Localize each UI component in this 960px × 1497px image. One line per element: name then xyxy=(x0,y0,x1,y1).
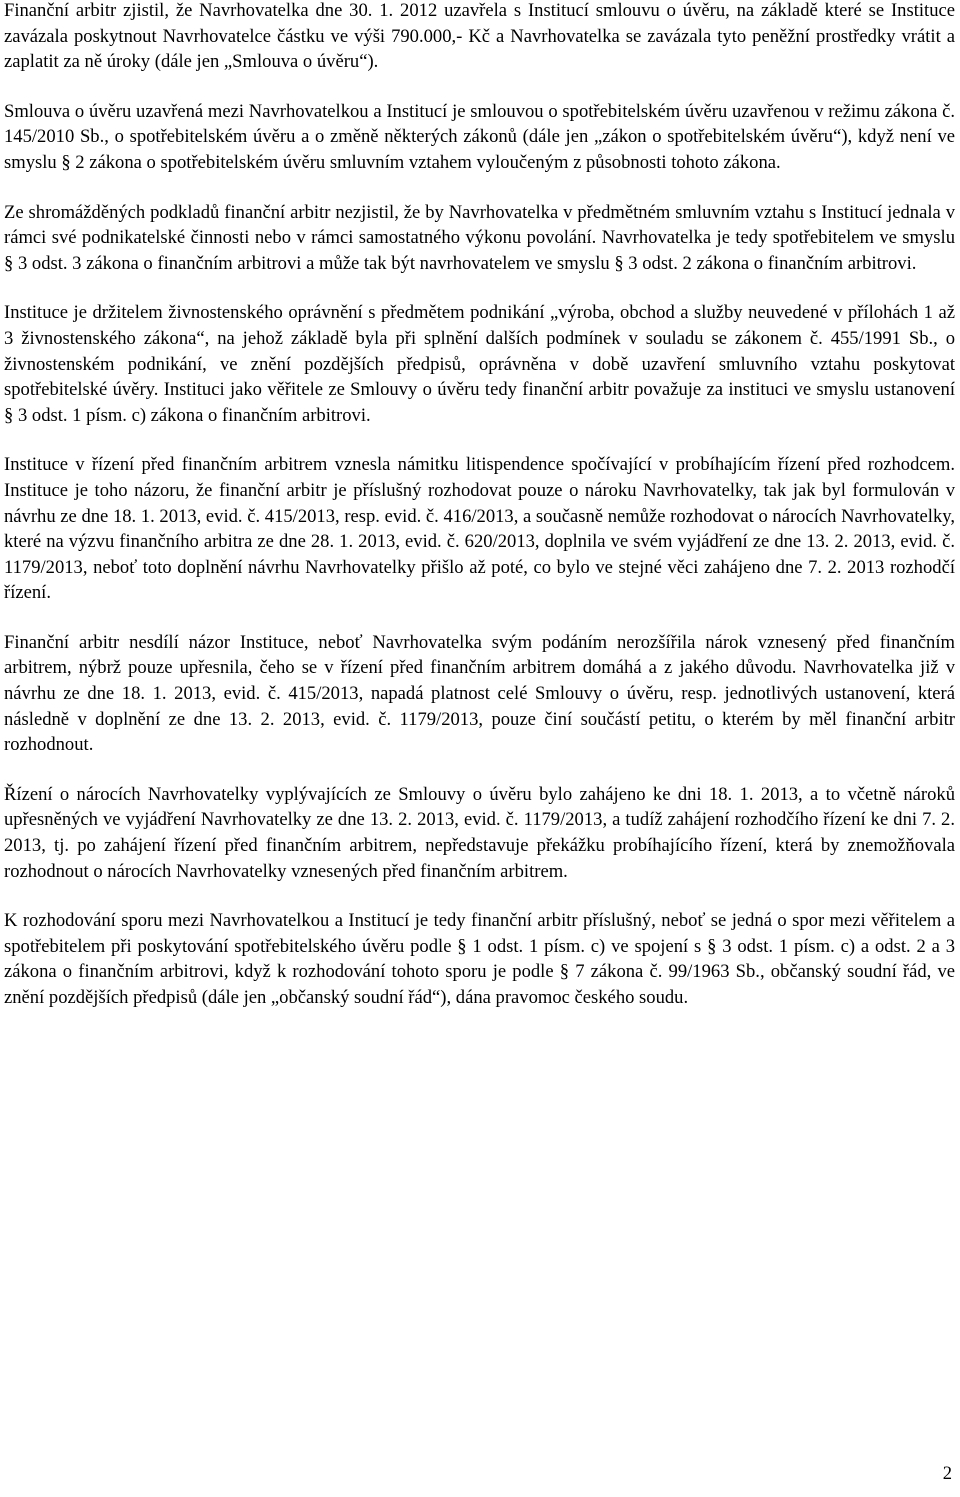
paragraph-consumer: Ze shromážděných podkladů finanční arbitr nezjistil, že by Navrhovatelka v předmětném smluvním vztahu s Institucí jednala v rámci své podnikatelské činnosti nebo v rámci samostatného výkonu povolání. Navrhovatelka je tedy spotřebitelem ve smyslu § 3 odst. 3 zákona o finančním arbitrovi a může tak být navrhovatelem ve smyslu § 3 odst. 2 zákona o finančním arbitrovi. xyxy=(4,201,955,274)
paragraph-litispendence: Instituce v řízení před finančním arbitrem vznesla námitku litispendence spočívající v probíhajícím řízení před rozhodcem. Instituce je toho názoru, že finanční arbitr je příslušný rozhodovat pouze o nároku Navrhovatelky, tak jak byl formulován v návrhu ze dne 18. 1. 2013, evid. č. 415/2013, resp. evid. č. 416/2013, a současně nemůže rozhodovat o nárocích Navrhovatelky, které na výzvu finančního arbitra ze dne 28. 1. 2013, evid. č. 620/2013, doplnila ve svém vyjádření ze dne 13. 2. 2013, evid. č. 1179/2013, neboť toto doplnění návrhu Navrhovatelky přišlo až poté, co bylo ve stejné věci zahájeno dne 7. 2. 2013 rozhodčí řízení. xyxy=(4,454,955,604)
page-number: 2 xyxy=(942,1463,952,1485)
paragraph-consumer-credit: Smlouva o úvěru uzavřená mezi Navrhovatelkou a Institucí je smlouvou o spotřebitelském úvěru uzavřenou v režimu zákona č. 145/2010 Sb., o spotřebitelském úvěru a o změně některých zákonů (dále jen „zákon o spotřebitelském úvěru“), když není ve smyslu § 2 zákona o spotřebitelském úvěru smluvním vztahem vyloučeným z působnosti tohoto zákona. xyxy=(4,100,955,173)
paragraph-jurisdiction: K rozhodování sporu mezi Navrhovatelkou a Institucí je tedy finanční arbitr příslušný, neboť se jedná o spor mezi věřitelem a spotřebitelem při poskytování spotřebitelského úvěru podle § 1 odst. 1 písm. c) ve spojení s § 3 odst. 1 písm. c) a odst. 2 a 3 zákona o finančním arbitrovi, když k rozhodování tohoto sporu je podle § 7 zákona č. 99/1963 Sb., občanský soudní řád, ve znění pozdějších předpisů (dále jen „občanský soudní řád“), dána pravomoc českého soudu. xyxy=(4,910,955,1008)
paragraph-arbiter-opinion: Finanční arbitr nesdílí názor Instituce, neboť Navrhovatelka svým podáním nerozšířila nárok vznesený před finančním arbitrem, nýbrž pouze upřesnila, čeho se v řízení před finančním arbitrem domáhá a z jakého důvodu. Navrhovatelka již v návrhu ze dne 18. 1. 2013, evid. č. 415/2013, napadá platnost celé Smlouvy o úvěru, resp. jednotlivých ustanovení, která následně v doplnění ze dne 13. 2. 2013, evid. č. 1179/2013, pouze činí součástí petitu, o kterém by měl finanční arbitr rozhodnout. xyxy=(4,631,955,756)
paragraph-contract: Finanční arbitr zjistil, že Navrhovatelka dne 30. 1. 2012 uzavřela s Institucí smlouvu o úvěru, na základě které se Instituce zavázala poskytnout Navrhovatelce částku ve výši 790.000,- Kč a Navrhovatelka se zavázala tyto peněžní prostředky vrátit a zaplatit za ně úroky (dále jen „Smlouva o úvěru“). xyxy=(4,0,955,73)
paragraph-proceedings: Řízení o nárocích Navrhovatelky vyplývajících ze Smlouvy o úvěru bylo zahájeno ke dni 18. 1. 2013, a to včetně nároků upřesněných ve vyjádření Navrhovatelky ze dne 13. 2. 2013, evid. č. 1179/2013, a tudíž zahájení rozhodčího řízení ke dni 7. 2. 2013, tj. po zahájení řízení před finančním arbitrem, nepředstavuje překážku probíhajícího řízení, která by znemožňovala rozhodnout o nárocích Navrhovatelky vznesených před finančním arbitrem. xyxy=(4,783,955,882)
paragraph-institution: Instituce je držitelem živnostenského oprávnění s předmětem podnikání „výroba, obchod a služby neuvedené v přílohách 1 až 3 živnostenského zákona“, na jehož základě byla při splnění dalších podmínek v souladu se zákonem č. 455/1991 Sb., o živnostenském podnikání, ve znění pozdějších předpisů, oprávněna v době uzavření smluvního vztahu poskytovat spotřebitelské úvěry. Instituci jako věřitele ze Smlouvy o úvěru tedy finanční arbitr považuje za instituci ve smyslu ustanovení § 3 odst. 1 písm. c) zákona o finančním arbitrovi. xyxy=(4,302,955,426)
